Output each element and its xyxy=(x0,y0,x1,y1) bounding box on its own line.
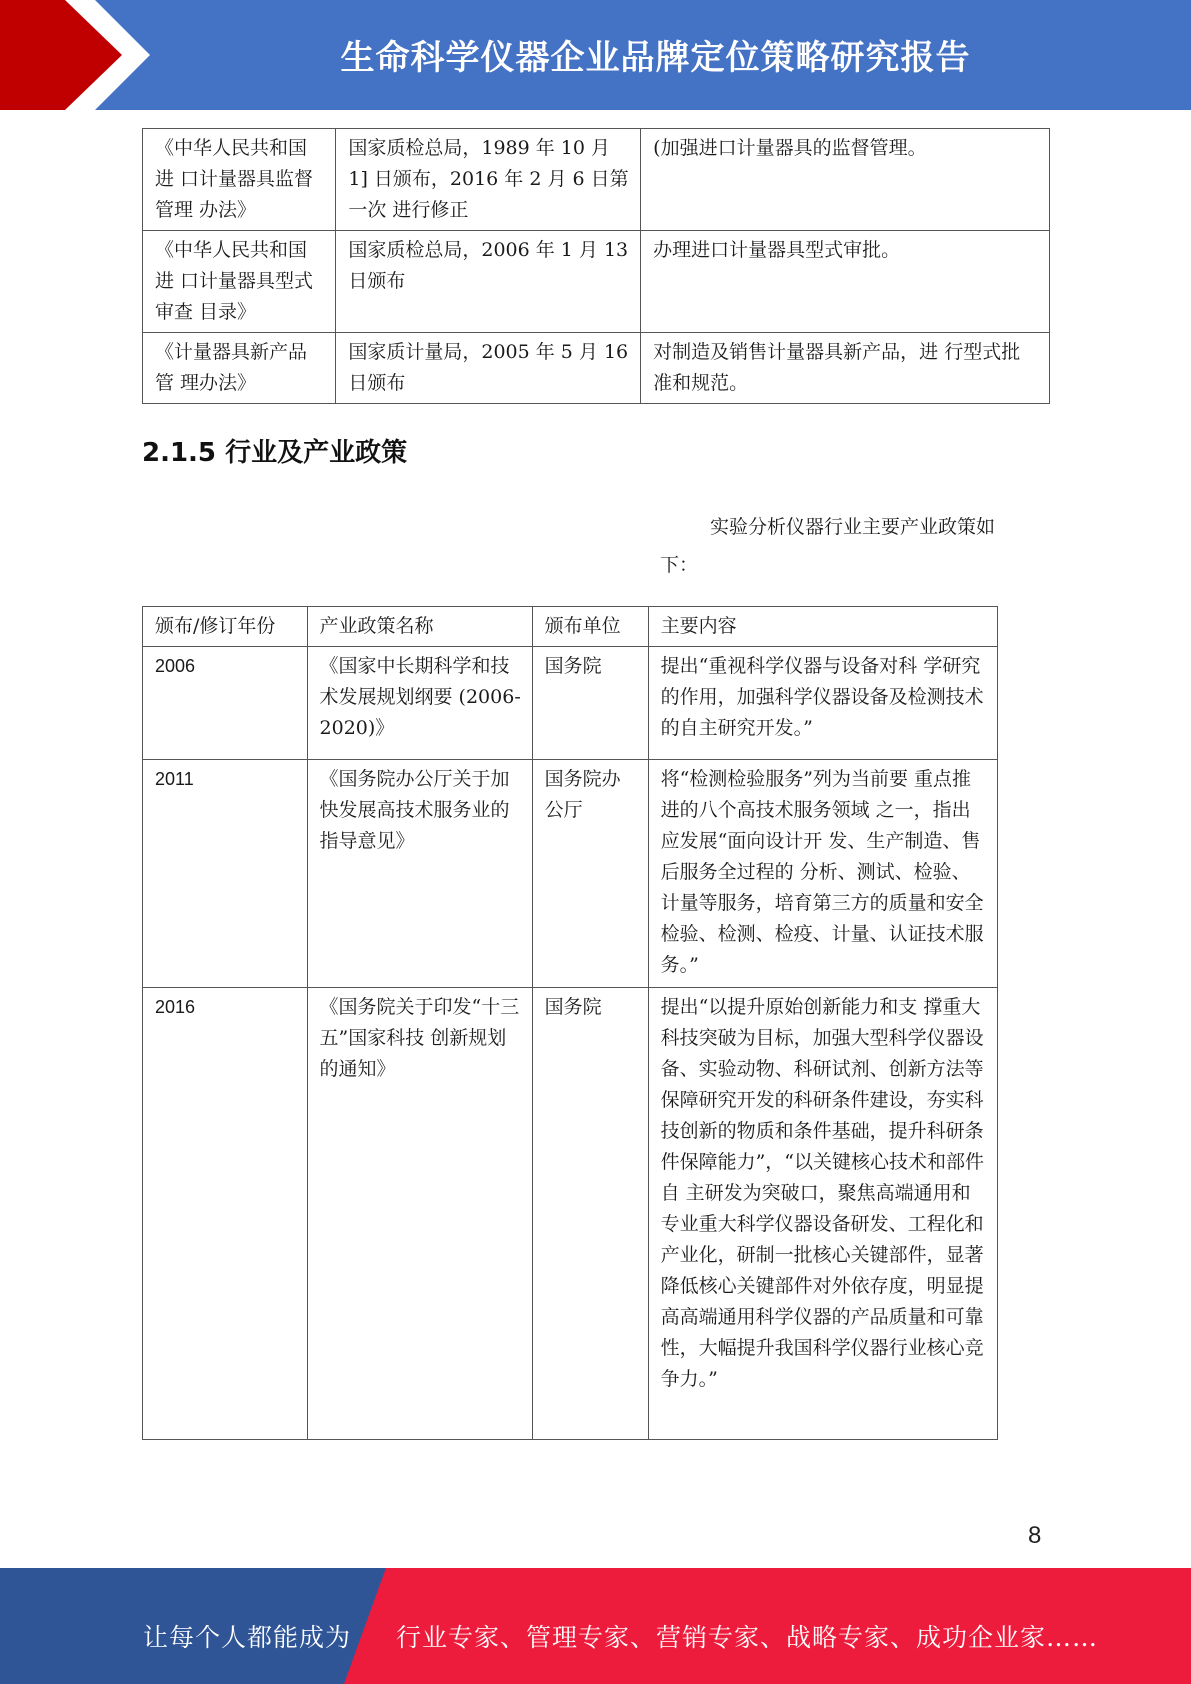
table-cell: 国家质检总局，1989 年 10 月 1] 日颁布，2016 年 2 月 6 日第一次 进行修正 xyxy=(336,129,641,231)
table-row xyxy=(143,988,998,1440)
table-row xyxy=(143,647,998,760)
table-cell: (加强进口计量器具的监督管理。 xyxy=(641,129,1050,231)
table-cell: 提出“重视科学仪器与设备对科 学研究的作用，加强科学仪器设备及检测技术的自主研究开发。” xyxy=(648,647,997,760)
table-cell: 将“检测检验服务”列为当前要 重点推进的八个高技术服务领域 之一，指出应发展“面向设计开 发、生产制造、售后服务全过程的 分析、测试、检验、计量等服务，培育第三方的质量和安全检验、检测、检疫、计量、认证技术服务。” xyxy=(648,760,997,988)
footer-slogan-right: 行业专家、管理专家、营销专家、战略专家、成功企业家…… xyxy=(396,1623,1099,1652)
table-header-row xyxy=(143,607,998,647)
column-header: 主要内容 xyxy=(648,607,997,647)
table-cell: 国务院办公厅 xyxy=(532,760,648,988)
table-cell: 2016 xyxy=(143,988,308,1440)
column-header: 产业政策名称 xyxy=(307,607,532,647)
section-intro: 实验分析仪器行业主要产业政策如下： xyxy=(660,516,996,576)
header-title: 生命科学仪器企业品牌定位策略研究报告 xyxy=(340,38,971,78)
table-row xyxy=(143,129,1050,231)
table-cell: 《国务院关于印发“十三五”国家科技 创新规划的通知》 xyxy=(307,988,532,1440)
page-number: 8 xyxy=(1028,1522,1042,1549)
industry-policy-table xyxy=(142,606,998,1440)
page-header xyxy=(0,0,1191,110)
regulation-table xyxy=(142,128,1050,404)
column-header: 颁布/修订年份 xyxy=(143,607,308,647)
table-cell: 《国家中长期科学和技术发展规划纲要 (2006-2020)》 xyxy=(307,647,532,760)
table-row xyxy=(143,760,998,988)
section-heading: 2.1.5 行业及产业政策 xyxy=(142,438,408,468)
table-row xyxy=(143,333,1050,404)
table-cell: 2006 xyxy=(143,647,308,760)
table-cell: 《计量器具新产品管 理办法》 xyxy=(143,333,336,404)
column-header: 颁布单位 xyxy=(532,607,648,647)
footer-slogan-left: 让每个人都能成为 xyxy=(143,1623,352,1652)
table-cell: 《中华人民共和国进 口计量器具监督管理 办法》 xyxy=(143,129,336,231)
table-cell: 《国务院办公厅关于加快发展高技术服务业的指导意见》 xyxy=(307,760,532,988)
table-cell: 《中华人民共和国进 口计量器具型式审查 目录》 xyxy=(143,231,336,333)
table-cell: 提出“以提升原始创新能力和支 撑重大科技突破为目标，加强大型科学仪器设备、实验动物、科研试剂、创新方法等保障研究开发的科研条件建设，夯实科技创新的物质和条件基础，提升科研条件保障能力”，“以关键核心技术和部件自 主研发为突破口，聚焦高端通用和专业重大科学仪器设备研发、工程化和产业化，研制一批核心关键部件，显著降低核心关键部件对外依存度，明显提高高端通用科学仪器的产品质量和可靠性，大幅提升我国科学仪器行业核心竞争力。” xyxy=(648,988,997,1440)
table-cell: 国务院 xyxy=(532,647,648,760)
table-cell: 办理进口计量器具型式审批。 xyxy=(641,231,1050,333)
table-cell: 2011 xyxy=(143,760,308,988)
table-cell: 国家质计量局，2005 年 5 月 16 日颁布 xyxy=(336,333,641,404)
table-cell: 国家质检总局，2006 年 1 月 13 日颁布 xyxy=(336,231,641,333)
table-row xyxy=(143,231,1050,333)
page-footer xyxy=(0,1568,1191,1684)
table-cell: 国务院 xyxy=(532,988,648,1440)
table-cell: 对制造及销售计量器具新产品，进 行型式批准和规范。 xyxy=(641,333,1050,404)
